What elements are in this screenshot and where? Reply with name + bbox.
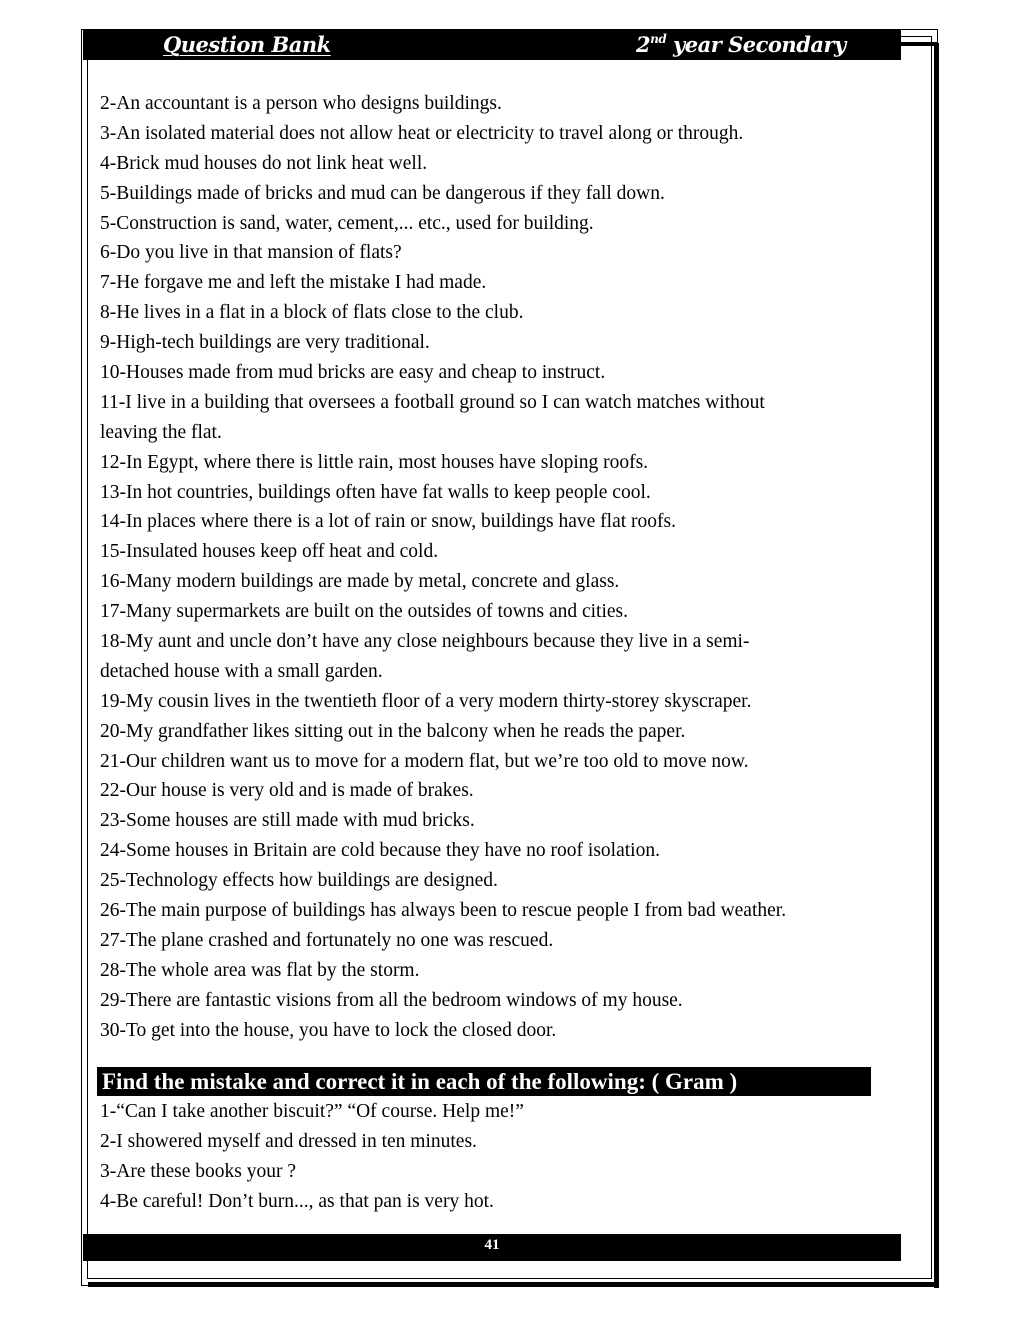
list-item: 15-Insulated houses keep off heat and cold. [100, 541, 439, 563]
list-item: 11-I live in a building that oversees a football ground so I can watch matches without [100, 391, 765, 413]
header-title: Question Bank [163, 32, 331, 57]
list-item: 23-Some houses are still made with mud bricks. [100, 810, 475, 832]
list-item: 25-Technology effects how buildings are designed. [100, 870, 498, 892]
list-item: 26-The main purpose of buildings has always been to rescue people I from bad weather. [100, 900, 787, 922]
list-item: 22-Our house is very old and is made of brakes. [100, 780, 474, 802]
grade-text: year Secondary [666, 32, 846, 57]
list-item-continuation: detached house with a small garden. [100, 660, 383, 682]
list-item: 3-Are these books your ? [100, 1160, 297, 1182]
list-item: 7-He forgave me and left the mistake I had made. [100, 272, 487, 294]
list-item: 2-An accountant is a person who designs buildings. [100, 93, 502, 114]
list-item: 4-Be careful! Don’t burn..., as that pan is very hot. [100, 1190, 494, 1212]
list-item: 13-In hot countries, buildings often have fat walls to keep people cool. [100, 481, 651, 503]
list-item: 12-In Egypt, where there is little rain, most houses have sloping roofs. [100, 451, 649, 473]
list-item: 21-Our children want us to move for a modern flat, but we’re too old to move now. [100, 750, 749, 772]
list-item: 17-Many supermarkets are built on the outsides of towns and cities. [100, 601, 629, 623]
footer-bar [83, 1234, 901, 1261]
list-item: 9-High-tech buildings are very traditional. [100, 332, 430, 354]
list-item: 4-Brick mud houses do not link heat well. [100, 152, 428, 174]
header-grade [636, 32, 846, 57]
list-item: 28-The whole area was flat by the storm. [100, 959, 420, 981]
page-number: 41 [484, 1237, 500, 1253]
header-tab [898, 42, 938, 46]
header-bar [83, 29, 901, 60]
list-item: 5-Construction is sand, water, cement,... etc., used for building. [100, 212, 594, 234]
list-item: 30-To get into the house, you have to lock the closed door. [100, 1019, 557, 1041]
grammar-list [100, 1097, 890, 1217]
list-item: 3-An isolated material does not allow heat or electricity to travel along or through. [100, 122, 744, 144]
list-item: 27-The plane crashed and fortunately no one was rescued. [100, 929, 554, 951]
grade-suffix: nd [650, 32, 667, 46]
vocabulary-list [100, 89, 890, 1046]
list-item: 20-My grandfather likes sitting out in the balcony when he reads the paper. [100, 720, 686, 742]
list-item: 19-My cousin lives in the twentieth floor of a very modern thirty-storey skyscraper. [100, 690, 752, 712]
list-item: 1-“Can I take another biscuit?” “Of course. Help me!” [100, 1101, 524, 1122]
list-item: 5-Buildings made of bricks and mud can be dangerous if they fall down. [100, 182, 665, 204]
list-item: 18-My aunt and uncle don’t have any close neighbours because they live in a semi- [100, 631, 750, 653]
list-item: 29-There are fantastic visions from all the bedroom windows of my house. [100, 989, 683, 1011]
list-item: 14-In places where there is a lot of rain or snow, buildings have flat roofs. [100, 511, 676, 533]
list-item-continuation: leaving the flat. [100, 421, 222, 443]
list-item: 16-Many modern buildings are made by metal, concrete and glass. [100, 571, 620, 593]
list-item: 10-Houses made from mud bricks are easy and cheap to instruct. [100, 362, 606, 384]
list-item: 2-I showered myself and dressed in ten minutes. [100, 1130, 477, 1152]
page-frame-shadow-bottom [88, 1282, 939, 1287]
list-item: 6-Do you live in that mansion of flats? [100, 242, 402, 264]
page-frame-shadow-right [934, 43, 939, 1288]
section-heading: Find the mistake and correct it in each of the following: ( Gram ) [97, 1067, 871, 1096]
grade-number: 2 [636, 32, 651, 57]
list-item: 8-He lives in a flat in a block of flats close to the club. [100, 302, 524, 324]
list-item: 24-Some houses in Britain are cold because they have no roof isolation. [100, 840, 660, 862]
